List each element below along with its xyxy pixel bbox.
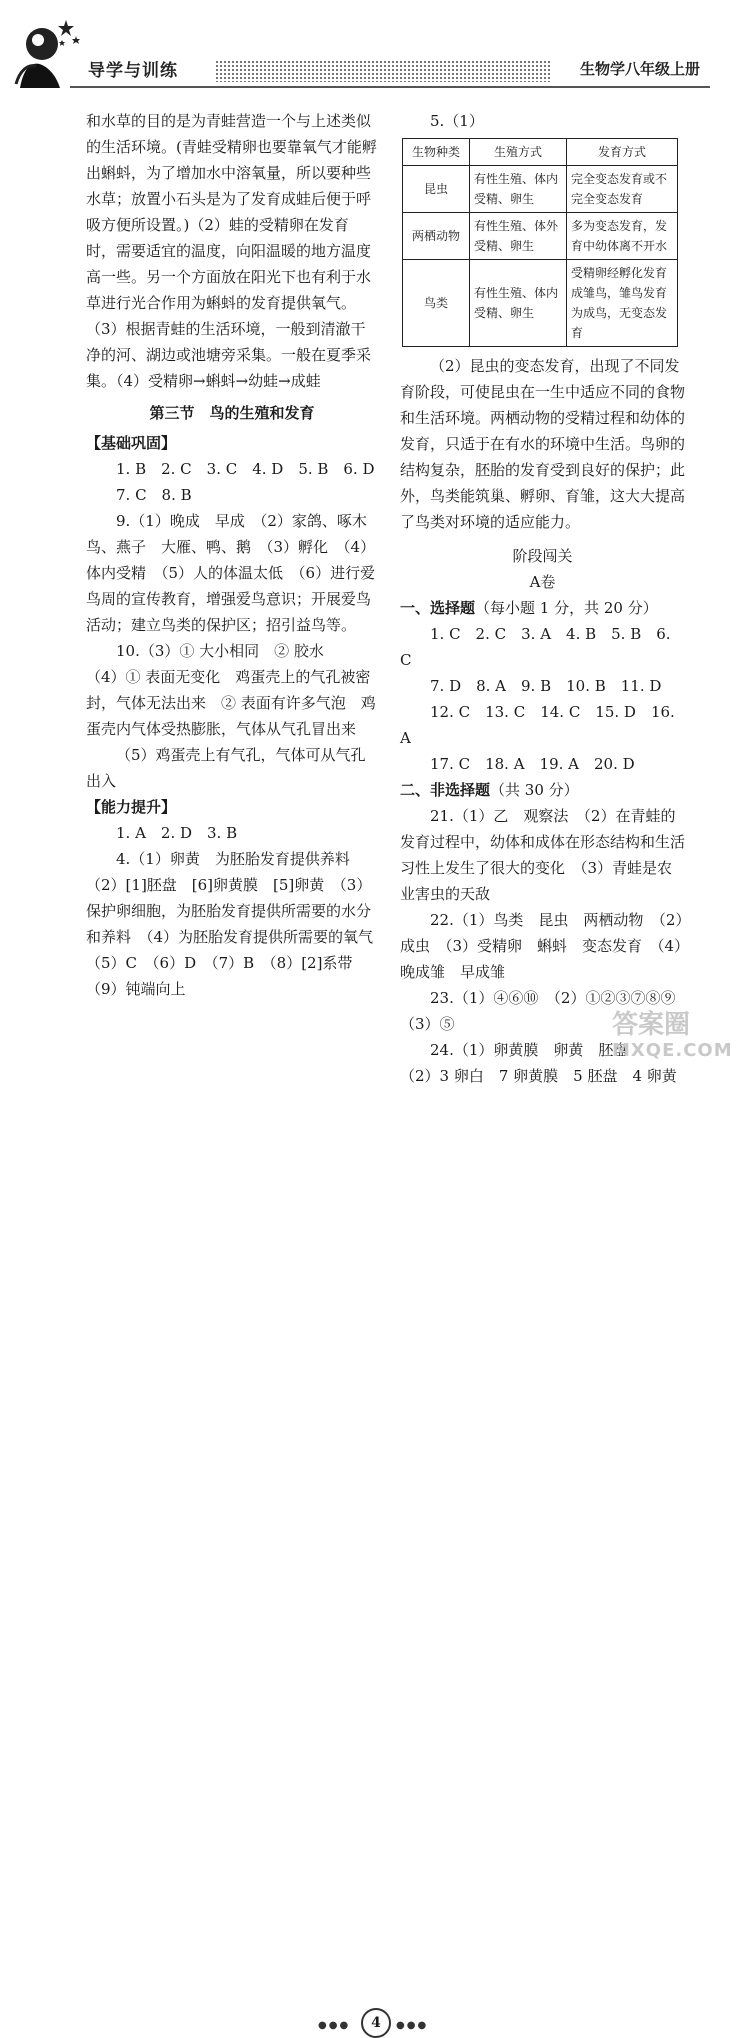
page-header <box>0 0 750 100</box>
answer-q21: 21.（1）乙 观察法 （2）在青蛙的发育过程中，幼体和成体在形态结构和生活习性上发生了很大的变化 （3）青蛙是农业害虫的天敌 <box>400 807 686 903</box>
table-row <box>403 213 678 260</box>
answer-q9: 9.（1）晚成 早成 （2）家鸽、啄木鸟、燕子 大雁、鸭、鹅 （3）孵化 （4）体内受精 （5）人的体温太低 （6）进行爱鸟周的宣传教育，增强爱鸟意识；开展爱鸟活动；建立鸟类的保护区；招引益鸟等。 <box>86 512 376 634</box>
answer-q5-part2: （2）昆虫的变态发育，出现了不同发育阶段，可使昆虫在一生中适应不同的食物和生活环境。两栖动物的受精过程和幼体的发育，只适于在有水的环境中生活。鸟卵的结构复杂，胚胎的发育受到良好的保护；此外，鸟类能筑巢、孵卵、育雏，这大大提高了鸟类对环境的适应能力。 <box>400 357 686 531</box>
left-column <box>86 108 389 1002</box>
header-dot-band <box>215 60 550 82</box>
table-cell: 有性生殖、体外受精、卵生 <box>470 213 567 260</box>
answer-q10: 10.（3）① 大小相同 ② 胶水 <box>116 642 324 660</box>
table-cell: 受精卵经孵化发育成雏鸟，雏鸟发育为成鸟，无变态发育 <box>567 260 678 347</box>
nonmc-heading <box>400 777 685 803</box>
table-header-cell: 发育方式 <box>567 139 678 166</box>
answer-q24: 24.（1）卵黄膜 卵黄 胚盘 <box>430 1041 629 1059</box>
tag-basic: 【基础巩固】 <box>86 434 177 452</box>
table-cell: 两栖动物 <box>403 213 470 260</box>
nonmc-title: 二、非选择题 <box>400 781 491 799</box>
mc-answers-line-1: 1. C 2. C 3. A 4. B 5. B 6. C <box>400 625 671 669</box>
table-header-cell: 生殖方式 <box>470 139 567 166</box>
answer-paragraph-frog: 和水草的目的是为青蛙营造一个与上述类似的生活环境。(青蛙受精卵也要靠氧气才能孵出蝌蚪，为了增加水中溶氧量，所以要种些水草；放置小石头是为了发育成蛙后便于呼吸方便所设置。)（2）蛙的受精卵在发育时，需要适宜的温度，向阳温暖的地方温度高一些。另一个方面放在阳光下也有利于水草进行光合作用为蝌蚪的发育提供氧气。（3）根据青蛙的生活环境，一般到清澈干净的河、湖边或池塘旁采集。一般在夏季采集。（4）受精卵→蝌蚪→幼蛙→成蛙 <box>86 112 377 390</box>
answer-q4-part1: 4.（1）卵黄 为胚胎发育提供养料 <box>116 850 350 868</box>
table-cell: 鸟类 <box>403 260 470 347</box>
table-cell: 多为变态发育，发育中幼体离不开水 <box>567 213 678 260</box>
page-number: 4 <box>361 2008 391 2038</box>
paper-a-title: A卷 <box>529 573 556 591</box>
mc-answers-line-3: 12. C 13. C 14. C 15. D 16. A <box>400 703 675 747</box>
table-cell: 有性生殖、体内受精、卵生 <box>470 260 567 347</box>
table-cell: 有性生殖、体内受精、卵生 <box>470 166 567 213</box>
table-cell: 昆虫 <box>403 166 470 213</box>
mc-answers-line-2: 7. D 8. A 9. B 10. B 11. D <box>430 677 662 695</box>
series-title-text: 导学与训练 <box>88 61 178 81</box>
header-divider <box>70 86 710 88</box>
table-header-row <box>403 139 678 166</box>
nonmc-note: （共 30 分） <box>490 781 579 799</box>
mc-heading <box>400 595 685 621</box>
footer-dots-left: ●●● <box>318 2020 351 2031</box>
watermark <box>612 1010 742 1070</box>
mc-title: 一、选择题 <box>400 599 476 617</box>
answer-q24-part2: （2）3 卵白 7 卵黄膜 5 胚盘 4 卵黄 <box>400 1067 677 1085</box>
table-row <box>403 260 678 347</box>
watermark-top: 答案圈 <box>612 1010 691 1040</box>
series-title <box>88 56 178 84</box>
reproduction-table <box>402 138 678 347</box>
table-cell: 完全变态发育或不完全变态发育 <box>567 166 678 213</box>
series-logo-icon <box>14 10 84 90</box>
watermark-bottom: MXQE.COM <box>612 1040 733 1061</box>
answer-q10-part5: （5）鸡蛋壳上有气孔，气体可从气孔出入 <box>86 746 366 790</box>
section-title: 第三节 鸟的生殖和发育 <box>149 404 315 422</box>
table-row <box>403 166 678 213</box>
ability-answers-line-1: 1. A 2. D 3. B <box>116 824 238 842</box>
answer-q23: 23.（1）④⑥⑩ （2）①②③⑦⑧⑨ （3）⑤ <box>400 989 691 1033</box>
answer-q22: 22.（1）鸟类 昆虫 两栖动物 （2）成虫 （3）受精卵 蝌蚪 变态发育 （4）晚成雏 早成雏 <box>400 911 683 981</box>
stage-title: 阶段闯关 <box>512 547 573 565</box>
footer-dots-right: ●●● <box>396 2020 429 2031</box>
answer-q4-rest: （2）[1]胚盘 [6]卵黄膜 [5]卵黄 （3）保护卵细胞，为胚胎发育提供所需要的水分和养料 （4）为胚胎发育提供所需要的氧气 （5）C （6）D （7）B （8）[2]系带 （9）钝端向上 <box>86 876 389 998</box>
table-header-cell: 生物种类 <box>403 139 470 166</box>
right-column <box>400 108 691 1089</box>
answer-q5-label: 5.（1） <box>430 112 484 130</box>
column-divider <box>389 108 390 988</box>
basic-answers-line-1: 1. B 2. C 3. C 4. D 5. B 6. D <box>116 460 375 478</box>
mc-note: （每小题 1 分，共 20 分） <box>475 599 658 617</box>
answer-q10-part4: （4）① 表面无变化 鸡蛋壳上的气孔被密封，气体无法出来 ② 表面有许多气泡 鸡蛋壳内气体受热膨胀，气体从气孔冒出来 <box>86 668 376 738</box>
mc-answers-line-4: 17. C 18. A 19. A 20. D <box>430 755 635 773</box>
tag-ability: 【能力提升】 <box>86 798 177 816</box>
book-name: 生物学八年级上册 <box>579 60 700 78</box>
basic-answers-line-2: 7. C 8. B <box>116 486 192 504</box>
